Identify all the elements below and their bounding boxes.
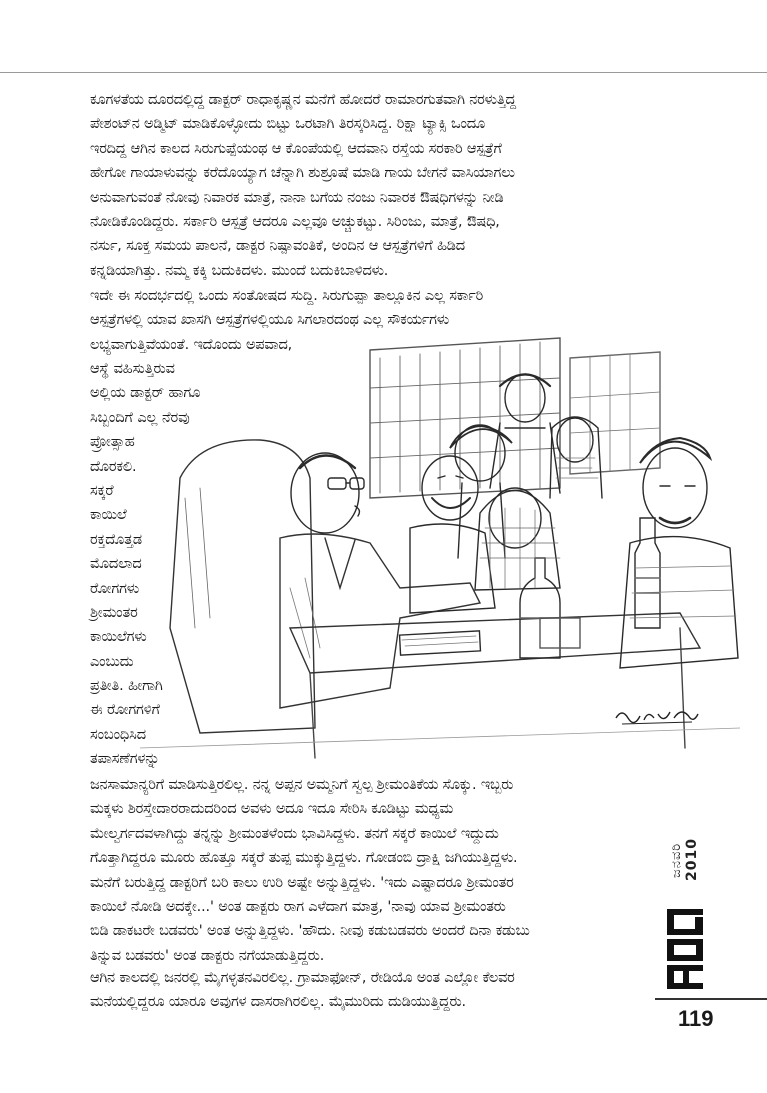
text-line: ದೊರಕಲಿ. [90, 458, 137, 475]
text-line: ಮನೆಯಲ್ಲಿದ್ದರೂ ಯಾರೂ ಅವುಗಳ ದಾಸರಾಗಿರಲಿಲ್ಲ. ಮೈಮುರಿದು ದುಡಿಯುತ್ತಿದ್ದರು. [90, 994, 466, 1011]
text-line: ಪೇಶಂಟ್‌ನ ಅಡ್ಮಿಟ್ ಮಾಡಿಕೊಳ್ಳೋದು ಬಿಟ್ಟು ಒರಟಾಗಿ ತಿರಸ್ಕರಿಸಿದ್ದ. ರಿಕ್ಷಾ ಟ್ಯಾಕ್ಸಿ ಒಂದೂ [90, 116, 486, 133]
text-line: ಇರದಿದ್ದ ಆಗಿನ ಕಾಲದ ಸಿರುಗುಪ್ಪೆಯಂಥ ಆ ಕೊಂಪೆಯಲ್ಲಿ ಆದವಾನಿ ರಸ್ತೆಯ ಸರಕಾರಿ ಆಸ್ಪತ್ರೆಗೆ [90, 140, 502, 157]
text-line: ನೋಡಿಕೊಂಡಿದ್ದರು. ಸರ್ಕಾರಿ ಆಸ್ಪತ್ರೆ ಆದರೂ ಎಲ್ಲವೂ ಅಚ್ಚುಕಟ್ಟು. ಸಿರಿಂಜು, ಮಾತ್ರೆ, ಔಷಧಿ, [90, 213, 500, 230]
text-line: ಮೊದಲಾದ [90, 556, 142, 573]
text-line: ಕಾಯಿಲೆಗಳು [90, 629, 147, 646]
text-line: ಆಗಿನ ಕಾಲದಲ್ಲಿ ಜನರಲ್ಲಿ ಮೈಗಳ್ಳತನವಿರಲಿಲ್ಲ. ಗ್ರಾಮಾಫೋನ್, ರೇಡಿಯೊ ಅಂತ ಎಲ್ಲೋ ಕೆಲವರ [90, 970, 515, 986]
text-line: ಆಸ್ಪತ್ರೆಗಳಲ್ಲಿ ಯಾವ ಖಾಸಗಿ ಆಸ್ಪತ್ರೆಗಳಲ್ಲಿಯೂ ಸಿಗಲಾರದಂಥ ಎಲ್ಲ ಸೌಕರ್ಯಗಳು [90, 312, 450, 329]
text-line: ಆಸ್ಥೆ ವಹಿಸುತ್ತಿರುವ [90, 361, 175, 377]
top-rule [0, 72, 767, 73]
text-line: ಸಕ್ಕರೆ [90, 482, 114, 499]
text-line: ಬಿಡಿ ಡಾಕಟರೇ ಬಡವರು' ಅಂತ ಅನ್ನುತ್ತಿದ್ದಳು. 'ಹೌದು. ನೀವು ಕಡುಬಡವರು ಅಂದರೆ ದಿನಾ ಕಡುಬು [90, 923, 530, 940]
issue-month: ಜನವರಿ [669, 842, 684, 878]
text-line: ರಕ್ತದೊತ್ತಡ [90, 531, 143, 548]
text-line: ಮನೆಗೆ ಬರುತ್ತಿದ್ದ ಡಾಕ್ಟರಿಗೆ ಬರಿ ಕಾಲು ಉರಿ ಅಷ್ಟೇ ಅನ್ನುತ್ತಿದ್ದಳು. 'ಇದು ಎಷ್ಟಾದರೂ ಶ್ರೀಮಂತರ [90, 874, 514, 891]
text-line: ಕನ್ನಡಿಯಾಗಿತ್ತು. ನಮ್ಮ ಕಕ್ಕಿ ಬದುಕಿದಳು. ಮುಂದೆ ಬದುಕಿಬಾಳಿದಳು. [90, 262, 389, 279]
magazine-logo [663, 905, 707, 995]
paragraph-3 [90, 773, 530, 968]
footer-rule [655, 998, 767, 1000]
text-line: ಪ್ರತೀತಿ. ಹೀಗಾಗಿ [90, 678, 163, 695]
text-line: ಈ ರೋಗಗಳಿಗೆ [90, 702, 160, 719]
text-line: ಕೂಗಳತೆಯ ದೂರದಲ್ಲಿದ್ದ ಡಾಕ್ಟರ್ ರಾಧಾಕೃಷ್ಣನ ಮನೆಗೆ ಹೋದರೆ ರಾಮಾರಗುತವಾಗಿ ನರಳುತ್ತಿದ್ದ [90, 92, 516, 108]
text-line: ಕಾಯಿಲೆ ನೋಡಿ ಅದಕ್ಕೇ...' ಅಂತ ಡಾಕ್ಟರು ರಾಗ ಎಳೆದಾಗ ಮಾತ್ರ, 'ನಾವು ಯಾವ ಶ್ರೀಮಂತರು [90, 898, 506, 915]
text-line: ರೋಗಗಳು [90, 580, 140, 597]
text-line: ಅನುವಾಗುವಂತೆ ನೋವು ನಿವಾರಕ ಮಾತ್ರೆ, ನಾನಾ ಬಗೆಯ ನಂಜು ನಿವಾರಕ ಔಷಧಿಗಳನ್ನು ನೀಡಿ [90, 189, 504, 206]
villager-blanket [475, 488, 560, 590]
text-line: ಸಿಬ್ಬಂದಿಗೆ ಎಲ್ಲ ನೆರವು [90, 409, 190, 426]
text-line: ಅಲ್ಲಿಯ ಡಾಕ್ಟರ್ ಹಾಗೂ [90, 385, 201, 402]
text-line: ಮಕ್ಕಳು ಶಿರಸ್ತೇದಾರರಾದುದರಿಂದ ಅವಳು ಅದೂ ಇದೂ ಸೇರಿಸಿ ಕೂಡಿಟ್ಟು ಮಧ್ಯಮ [90, 801, 454, 818]
text-line: ಕಾಯಿಲೆ [90, 507, 127, 524]
text-line: ಲಭ್ಯವಾಗುತ್ತಿವೆಯಂತೆ. ಇದೊಂದು ಅಪವಾದ, [90, 336, 293, 353]
text-line: ಶ್ರೀಮಂತರ [90, 604, 138, 621]
text-line: ಹೇಗೋ ಗಾಯಾಳುವನ್ನು ಕರೆದೊಯ್ಯಾಗ ಚೆನ್ನಾಗಿ ಶುಶ್ರೂಷೆ ಮಾಡಿ ಗಾಯ ಬೇಗನೆ ವಾಸಿಯಾಗಲು [90, 165, 515, 182]
woman-figure [550, 417, 602, 498]
artist-signature [612, 702, 702, 732]
issue-year: 2010 [684, 838, 700, 882]
issue-date [669, 820, 700, 900]
text-line: ಮೇಲ್ವರ್ಗದವಳಾಗಿದ್ದು ತನ್ನನ್ನು ಶ್ರೀಮಂತಳೆಂದು ಭಾವಿಸಿದ್ದಳು. ತನಗೆ ಸಕ್ಕರೆ ಕಾಯಿಲೆ ಇದ್ದುದು [90, 825, 499, 842]
text-line: ಇದೇ ಈ ಸಂದರ್ಭದಲ್ಲಿ ಒಂದು ಸಂತೋಷದ ಸುದ್ದಿ. ಸಿರುಗುಪ್ಪಾ ತಾಲ್ಲೂಕಿನ ಎಲ್ಲ ಸರ್ಕಾರಿ [90, 288, 484, 304]
text-line: ತಪಾಸಣೆಗಳನ್ನು [90, 751, 160, 768]
villager-right [620, 438, 738, 668]
paragraph-1 [90, 88, 516, 283]
text-line: ಗೊತ್ತಾಗಿದ್ದರೂ ಮೂರು ಹೊತ್ತೂ ಸಕ್ಕರೆ ತುಪ್ಪ ಮುಕ್ಕುತ್ತಿದ್ದಳು. ಗೋಡಂಬಿ ದ್ರಾಕ್ಷಿ ಜಗಿಯುತ್ತಿದ್ದಳು. [90, 850, 518, 867]
text-line: ನರ್ಸು, ಸೂಕ್ತ ಸಮಯ ಪಾಲನೆ, ಡಾಕ್ಟರ ನಿಷ್ಪಾವಂತಿಕೆ, ಅಂದಿನ ಆ ಆಸ್ಪತ್ರೆಗಳಿಗೆ ಹಿಡಿದ [90, 238, 465, 255]
text-line: ಪ್ರೋತ್ಸಾಹ [90, 434, 135, 451]
page-number: 119 [678, 1006, 714, 1031]
text-line: ಜನಸಾಮಾನ್ಯರಿಗೆ ಮಾಡಿಸುತ್ತಿರಲಿಲ್ಲ. ನನ್ನ ಅಪ್ಪನ ಅಮ್ಮನಿಗೆ ಸ್ವಲ್ಪ ಶ್ರೀಮಂತಿಕೆಯ ಸೊಕ್ಕು. ಇಬ್ಬರು [90, 777, 514, 793]
text-line: ಎಂಬುದು [90, 653, 134, 670]
text-line: ತಿನ್ನುವ ಬಡವರು' ಅಂತ ಡಾಕ್ಟರು ನಗೆಯಾಡುತ್ತಿದ್ದರು. [90, 947, 325, 964]
text-line: ಸಂಬಂಧಿಸಿದ [90, 726, 147, 743]
paragraph-4 [90, 966, 515, 1015]
